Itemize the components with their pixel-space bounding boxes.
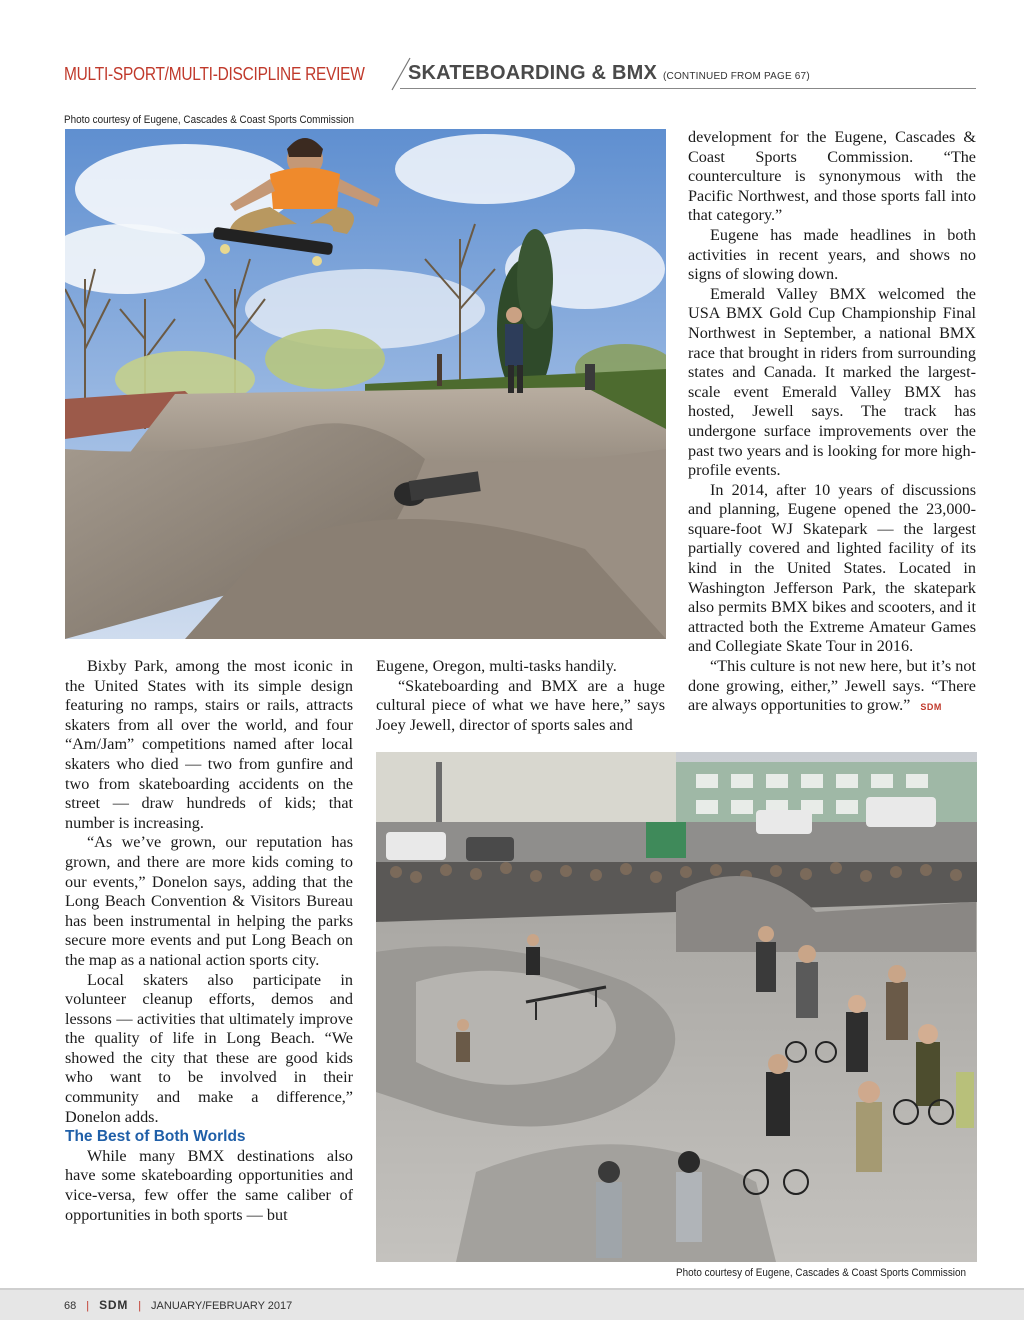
- col2-paragraph-1: Eugene, Oregon, multi-tasks handily.: [376, 657, 617, 675]
- col3-paragraph-5-text: “This culture is not new here, but it’s not done growing, either,” Jewell says. “There are always opportunities to grow.”: [688, 657, 976, 715]
- footer-separator-1: |: [86, 1300, 90, 1312]
- column-3: [688, 128, 976, 718]
- sdm-end-mark: SDM: [920, 702, 942, 713]
- col3-paragraph-1: development for the Eugene, Cascades & Coast Sports Commission. “The counterculture is synonymous with the Pacific Northwest, and those sports fall into that category.”: [688, 128, 976, 225]
- photo-skateboarder-illustration: [65, 129, 666, 639]
- footer-separator-2: |: [138, 1300, 142, 1312]
- page-header: [64, 60, 976, 92]
- col3-paragraph-3: Emerald Valley BMX welcomed the USA BMX Gold Cup Championship Final Northwest in September, a national BMX race that brought in riders from surrounding states and Canada. It marked the largest-scale event Emerald Valley BMX has hosted, Jewell says. The track has undergone surface improvements over the past two years and is looking for more high-profile events.: [688, 284, 976, 480]
- header-rule: [400, 88, 976, 89]
- page-number: 68: [64, 1300, 77, 1312]
- photo-skatepark-crowd: [376, 752, 977, 1262]
- header-continued: (CONTINUED FROM PAGE 67): [663, 71, 810, 82]
- photo-skatepark-crowd-illustration: [376, 752, 977, 1262]
- col1-paragraph-1: Bixby Park, among the most iconic in the United States with its simple design featuring no ramps, stairs or rails, attracts skaters from all over the world, and four “Am/Jam” competitions named after local skaters who died — two from gunfire and two from skateboarding accidents on the street — draw hundreds of kids; that number is increasing.: [65, 657, 353, 832]
- col1-paragraph-2: “As we’ve grown, our reputation has grown, and there are more kids coming to our events,” Donelon says, adding that the Long Beach Convention & Visitors Bureau has been instrumental in helping the parks secure more events and put Long Beach on the map as a national action sports city.: [65, 833, 353, 969]
- photo1-credit: Photo courtesy of Eugene, Cascades & Coast Sports Commission: [64, 114, 354, 126]
- footer-magazine-logo: SDM: [99, 1298, 129, 1312]
- col3-paragraph-4: In 2014, after 10 years of discussions and planning, Eugene opened the 23,000-square-foot WJ Skatepark — the largest partially covered and lighted facility of its kind in the United States. Located in Washington Jefferson Park, the skatepark also permits BMX bikes and scooters, and it attracted both the Extreme Amateur Games and Collegiate Skate Tour in 2016.: [688, 480, 976, 656]
- footer-text: [64, 1298, 292, 1312]
- col3-paragraph-5: [688, 657, 976, 718]
- header-title: SKATEBOARDING & BMX: [408, 62, 657, 84]
- header-title-group: [408, 62, 810, 85]
- column-2: [376, 657, 665, 735]
- photo-skateboarder: [65, 129, 666, 639]
- column-1: [65, 657, 353, 1225]
- col1-paragraph-3: Local skaters also participate in volunteer cleanup efforts, demos and lessons — activities that ultimately improve the quality of life in Long Beach. “We showed the city that these are good kids who want to be involved in their community and make a difference,” Donelon adds.: [65, 970, 353, 1126]
- section-label: MULTI-SPORT/MULTI-DISCIPLINE REVIEW: [64, 64, 365, 84]
- page-footer: [0, 1288, 1024, 1320]
- photo2-credit: Photo courtesy of Eugene, Cascades & Coast Sports Commission: [676, 1267, 966, 1279]
- footer-issue: JANUARY/FEBRUARY 2017: [151, 1300, 293, 1312]
- col1-paragraph-4: While many BMX destinations also have some skateboarding opportunities and vice-versa, few offer the same caliber of opportunities in both sports — but: [65, 1146, 353, 1224]
- col2-paragraph-2: “Skateboarding and BMX are a huge cultural piece of what we have here,” says Joey Jewell, director of sports sales and: [376, 676, 665, 734]
- subhead-best-of-both-worlds: The Best of Both Worlds: [65, 1128, 246, 1146]
- col3-paragraph-2: Eugene has made headlines in both activities in recent years, and shows no signs of slowing down.: [688, 225, 976, 284]
